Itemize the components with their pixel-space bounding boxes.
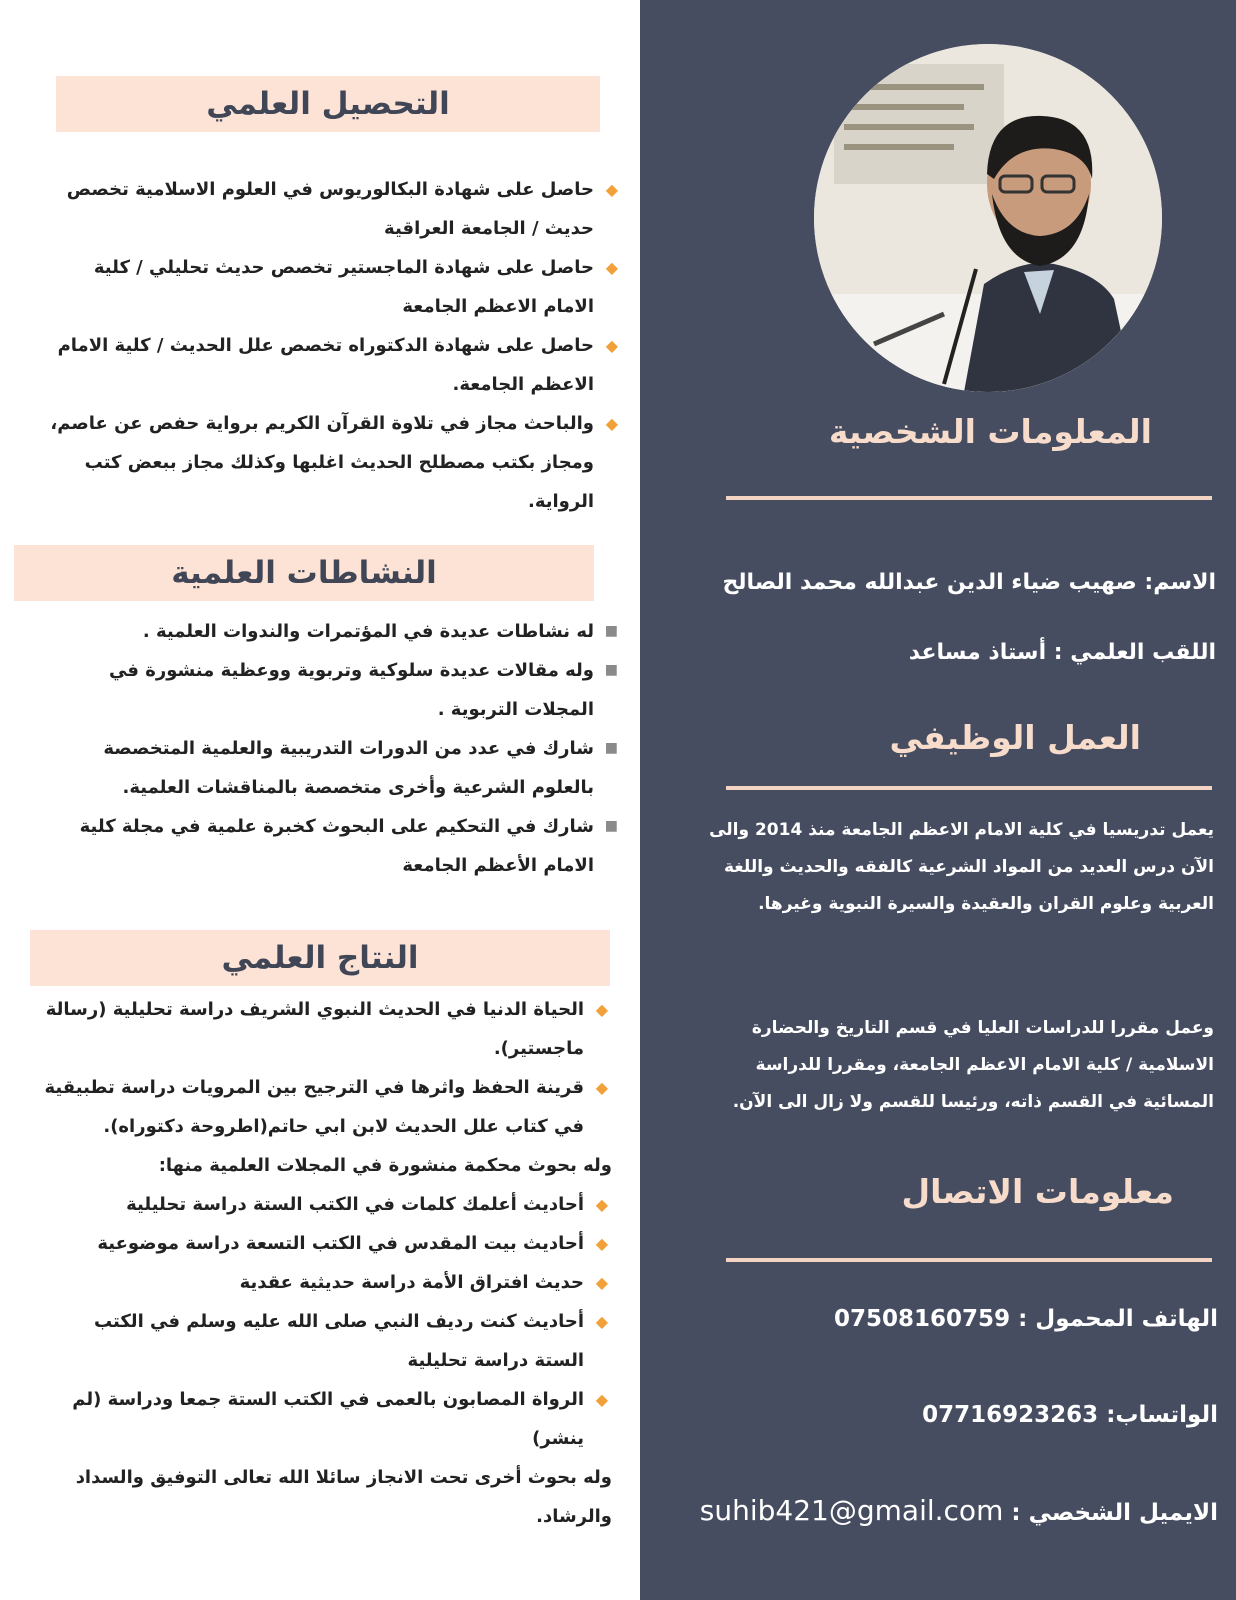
diamond-bullet-icon: ◆ <box>605 258 618 277</box>
email-row <box>700 1494 1218 1527</box>
list-item: ■ شارك في التحكيم على البحوث كخبرة علمية في مجلة كلية الامام الأعظم الجامعة <box>42 807 622 885</box>
email-value[interactable]: suhib421@gmail.com <box>699 1494 1004 1527</box>
academic-title: اللقب العلمي : أستاذ مساعد <box>908 640 1216 665</box>
list-item: ◆ حاصل على شهادة البكالوريوس في العلوم الاسلامية تخصص حديث / الجامعة العراقية <box>42 170 622 248</box>
work-paragraph-1: يعمل تدريسيا في كلية الامام الاعظم الجامعة منذ 2014 والى الآن درس العديد من المواد الشرعية كالفقه والحديث واللغة العربية وعلوم القران والعقيدة والسيرة النبوية وغيرها. <box>709 820 1214 914</box>
list-item: ◆ والباحث مجاز في تلاوة القرآن الكريم برواية حفص عن عاصم، ومجاز بكتب مصطلح الحديث اغلبها وكذلك مجاز ببعض كتب الرواية. <box>42 404 622 521</box>
work-heading: العمل الوظيفي <box>889 718 1141 757</box>
list-item: ■ شارك في عدد من الدورات التدريبية والعلمية المتخصصة بالعلوم الشرعية وأخرى متخصصة بالمناقشات العلمية. <box>42 729 622 807</box>
diamond-bullet-icon: ◆ <box>595 1000 608 1019</box>
diamond-bullet-icon: ◆ <box>595 1195 608 1214</box>
square-bullet-icon: ■ <box>604 818 618 834</box>
email-label: الايميل الشخصي : <box>1011 1500 1218 1526</box>
list-item: ■ له نشاطات عديدة في المؤتمرات والندوات العلمية . <box>42 612 622 651</box>
diamond-bullet-icon: ◆ <box>595 1312 608 1331</box>
diamond-bullet-icon: ◆ <box>605 180 618 199</box>
person-name: الاسم: صهيب ضياء الدين عبدالله محمد الصالح <box>722 570 1216 595</box>
activities-heading: النشاطات العلمية <box>14 545 594 601</box>
activities-list <box>42 612 622 885</box>
mobile-row <box>834 1306 1218 1332</box>
whatsapp-value[interactable]: 07716923263 <box>922 1402 1099 1428</box>
square-bullet-icon: ■ <box>604 662 618 678</box>
list-item: ◆ أحاديث بيت المقدس في الكتب التسعة دراسة موضوعية <box>42 1224 612 1263</box>
list-item: ◆ أحاديث أعلمك كلمات في الكتب الستة دراسة تحليلية <box>42 1185 612 1224</box>
list-item: ◆ أحاديث كنت رديف النبي صلى الله عليه وسلم في الكتب الستة دراسة تحليلية <box>42 1302 612 1380</box>
diamond-bullet-icon: ◆ <box>595 1273 608 1292</box>
profile-photo-illustration <box>814 44 1162 392</box>
closing-note: وله بحوث أخرى تحت الانجاز سائلا الله تعالى التوفيق والسداد والرشاد. <box>75 1467 612 1527</box>
whatsapp-row <box>922 1402 1218 1428</box>
list-item: ◆ الحياة الدنيا في الحديث النبوي الشريف دراسة تحليلية (رسالة ماجستير). <box>42 990 612 1068</box>
list-item: ◆ حاصل على شهادة الماجستير تخصص حديث تحليلي / كلية الامام الاعظم الجامعة <box>42 248 622 326</box>
contact-heading: معلومات الاتصال <box>901 1172 1174 1211</box>
diamond-bullet-icon: ◆ <box>595 1390 608 1409</box>
diamond-bullet-icon: ◆ <box>605 336 618 355</box>
diamond-bullet-icon: ◆ <box>605 414 618 433</box>
square-bullet-icon: ■ <box>604 740 618 756</box>
diamond-bullet-icon: ◆ <box>595 1234 608 1253</box>
mobile-label: الهاتف المحمول : <box>1018 1306 1218 1332</box>
output-heading: النتاج العلمي <box>30 930 610 986</box>
list-item: ◆ قرينة الحفظ واثرها في الترجيح بين المرويات دراسة تطبيقية في كتاب علل الحديث لابن ابي حاتم(اطروحة دكتوراه). <box>42 1068 612 1146</box>
divider <box>726 1258 1212 1262</box>
divider <box>726 786 1212 790</box>
whatsapp-label: الواتساب: <box>1106 1402 1218 1428</box>
education-heading: التحصيل العلمي <box>56 76 600 132</box>
output-list <box>42 990 612 1536</box>
diamond-bullet-icon: ◆ <box>595 1078 608 1097</box>
list-item: ■ وله مقالات عديدة سلوكية وتربوية ووعظية منشورة في المجلات التربوية . <box>42 651 622 729</box>
divider <box>726 496 1212 500</box>
personal-info-heading: المعلومات الشخصية <box>828 412 1152 451</box>
work-paragraph-2: وعمل مقررا للدراسات العليا في قسم التاريخ والحضارة الاسلامية / كلية الامام الاعظم الجامعة، ومقررا للدراسة المسائية في القسم ذاته، ورئيسا للقسم ولا زال الى الآن. <box>732 1018 1214 1112</box>
list-item: ◆ حاصل على شهادة الدكتوراه تخصص علل الحديث / كلية الامام الاعظم الجامعة. <box>42 326 622 404</box>
mobile-value[interactable]: 07508160759 <box>834 1306 1011 1332</box>
profile-photo <box>814 44 1162 392</box>
list-item: ◆ حديث افتراق الأمة دراسة حديثية عقدية <box>42 1263 612 1302</box>
list-item: ◆ الرواة المصابون بالعمى في الكتب الستة جمعا ودراسة (لم ينشر) <box>42 1380 612 1458</box>
papers-intro: وله بحوث محكمة منشورة في المجلات العلمية منها: <box>158 1155 612 1176</box>
education-list <box>42 170 622 521</box>
square-bullet-icon: ■ <box>604 623 618 639</box>
